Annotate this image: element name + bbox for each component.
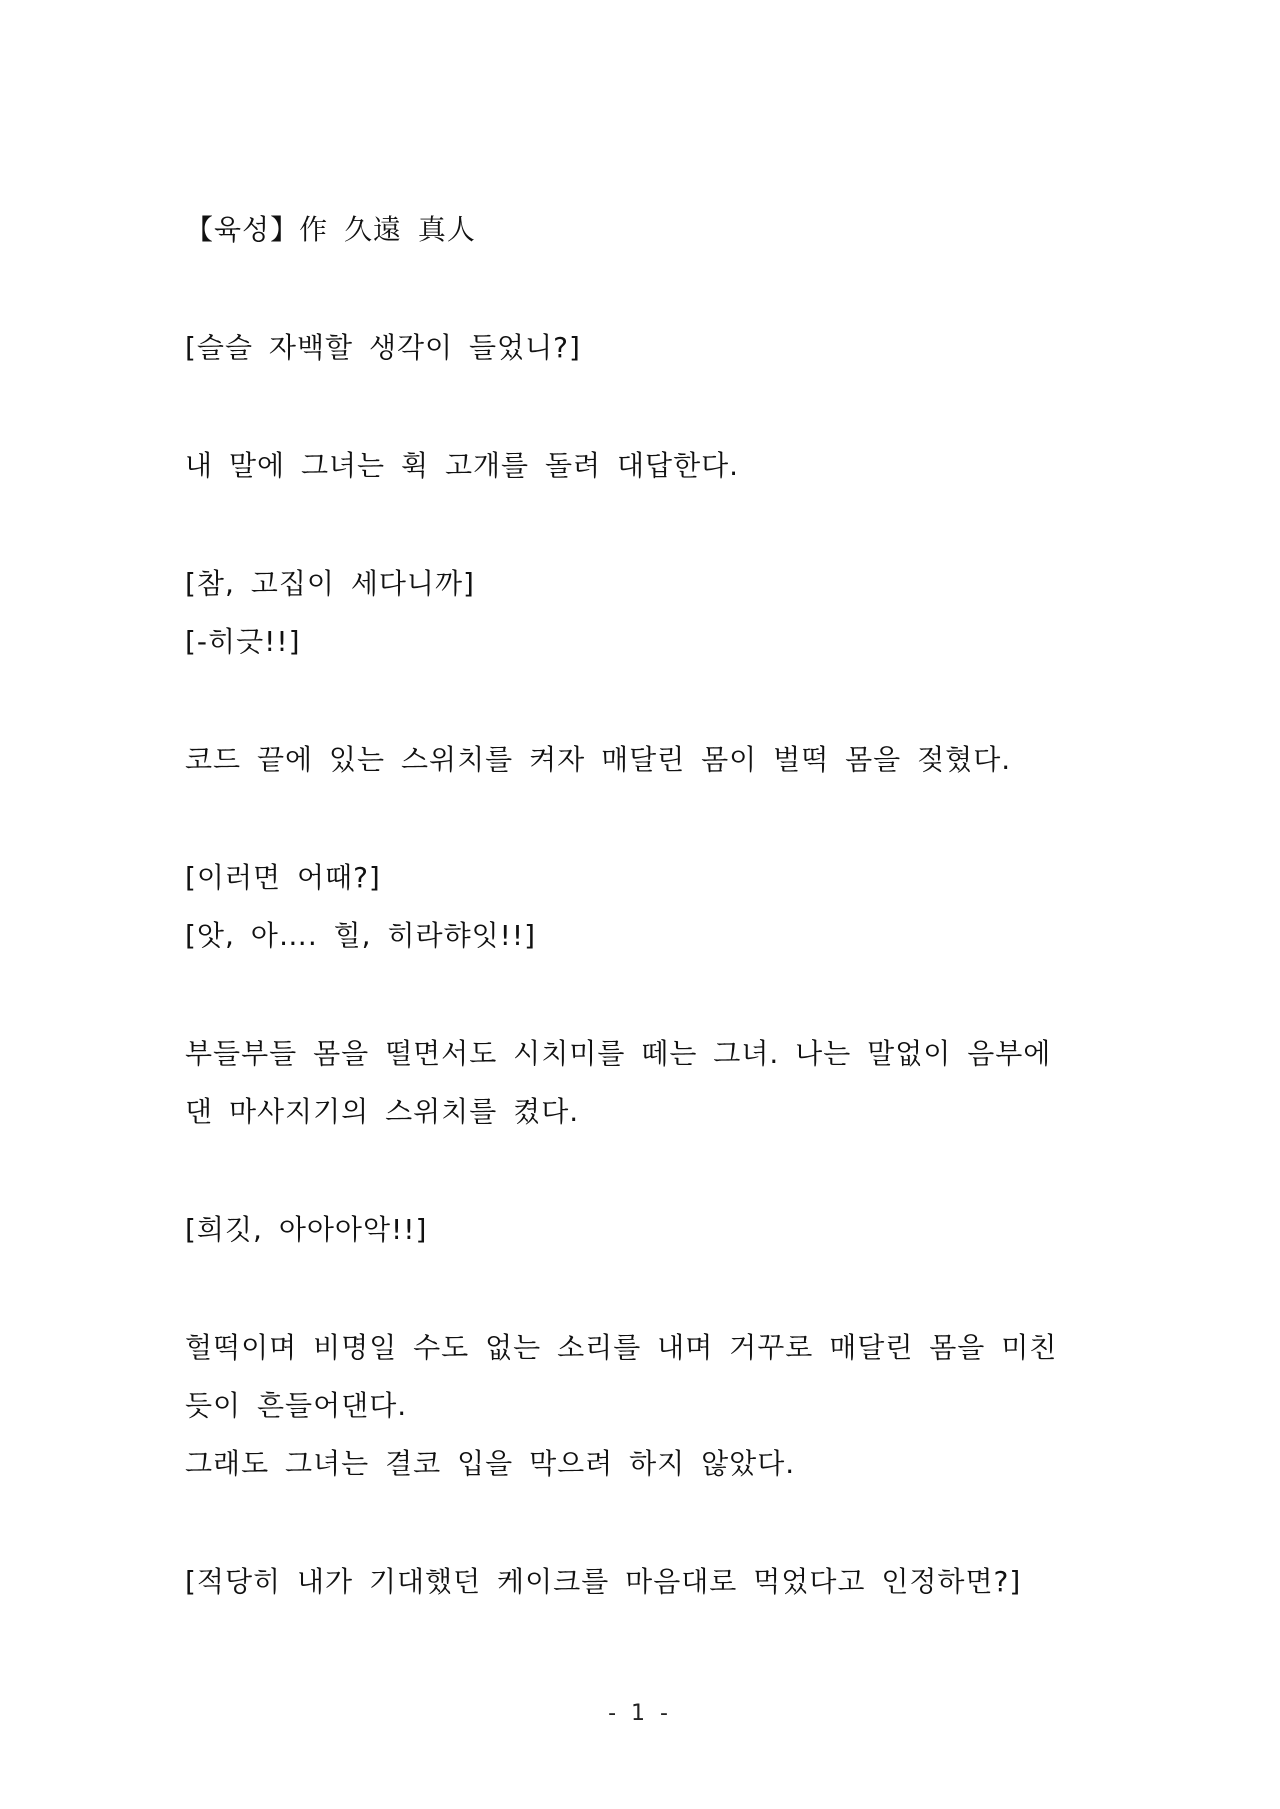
text-line: 그래도 그녀는 결코 입을 막으려 하지 않았다. <box>185 1447 796 1480</box>
text-line: [슬슬 자백할 생각이 들었니?] <box>185 331 581 364</box>
text-line: [이러면 어때?] <box>185 861 381 894</box>
text-line: 부들부들 몸을 떨면서도 시치미를 떼는 그녀. 나는 말없이 음부에 <box>185 1037 1052 1070</box>
text-line: [-히긋!!] <box>185 625 301 658</box>
text-line: [참, 고집이 세다니까] <box>185 567 475 600</box>
text-line: [희깃, 아아아악!!] <box>185 1213 428 1246</box>
text-line: 헐떡이며 비명일 수도 없는 소리를 내며 거꾸로 매달린 몸을 미친 <box>185 1331 1058 1364</box>
text-line: 듯이 흔들어댄다. <box>185 1389 408 1422</box>
page-number: - 1 - <box>608 1701 672 1726</box>
text-line: [앗, 아…. 힐, 히라햐잇!!] <box>185 919 537 952</box>
text-line: 댄 마사지기의 스위치를 켰다. <box>185 1095 580 1128</box>
title-line: 【육성】作 久遠 真人 <box>185 213 476 246</box>
text-line: 내 말에 그녀는 휙 고개를 돌려 대답한다. <box>185 449 740 482</box>
text-line: 코드 끝에 있는 스위치를 켜자 매달린 몸이 벌떡 몸을 젖혔다. <box>185 743 1012 776</box>
text-line: [적당히 내가 기대했던 케이크를 마음대로 먹었다고 인정하면?] <box>185 1565 1022 1598</box>
